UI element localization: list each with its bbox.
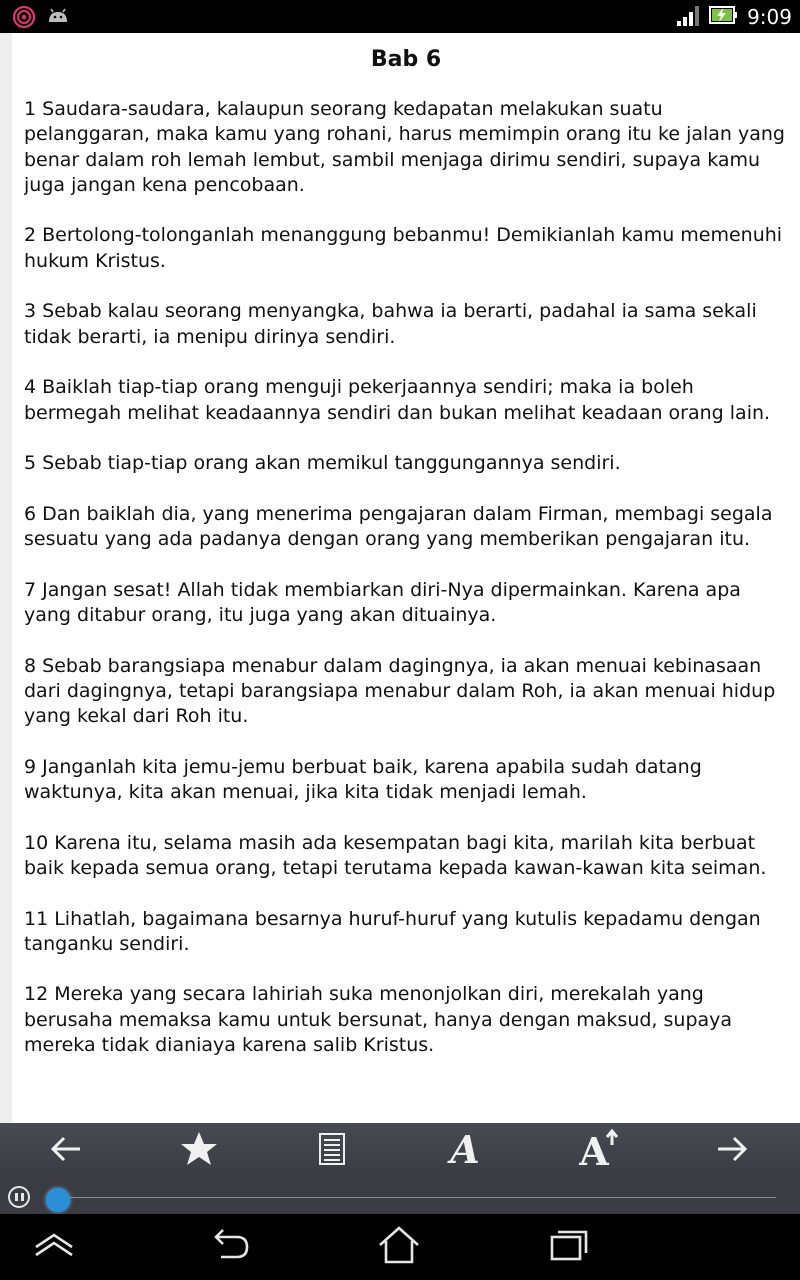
verse-11: 11 Lihatlah, bagaimana besarnya huruf-huruf yang kutulis kepadamu dengan tanganku sendiri. — [24, 907, 761, 955]
previous-chapter-button[interactable] — [44, 1129, 88, 1173]
verse-1: 1 Saudara-saudara, kalaupun seorang kedapatan melakukan suatu pelanggaran, maka kamu yang rohani, harus memimpin orang itu ke jalan yang benar dalam roh lemah lembut, sambil menjaga dirimu sendiri, supaya kamu juga jangan kena pencobaan. — [24, 98, 785, 196]
notification-ring-icon — [12, 5, 36, 33]
verse-12: 12 Mereka yang secara lahiriah suka menonjolkan diri, merekalah yang berusaha memaksa kamu untuk bersunat, hanya dengan maksud, supaya mereka tidak dianiaya karena salib Kristus. — [24, 983, 733, 1056]
menu-up-icon — [32, 1229, 76, 1265]
verse-5: 5 Sebab tiap-tiap orang akan memikul tanggungannya sendiri. — [24, 452, 621, 475]
verse-2: 2 Bertolong-tolonganlah menanggung bebanmu! Demikianlah kamu memenuhi hukum Kristus. — [24, 224, 783, 272]
status-bar — [0, 0, 800, 33]
chapter-title: Bab 6 — [370, 47, 442, 72]
svg-text:A: A — [450, 1129, 480, 1169]
verse-10: 10 Karena itu, selama masih ada kesempatan bagi kita, marilah kita berbuat baik kepada semua orang, tetapi terutama kepada kawan-kawan kita seiman. — [24, 831, 767, 879]
system-back-icon — [207, 1227, 251, 1267]
signal-icon — [675, 3, 701, 31]
seek-thumb[interactable] — [46, 1188, 70, 1212]
next-chapter-button[interactable] — [710, 1129, 754, 1173]
system-back-button[interactable] — [207, 1227, 251, 1267]
verse-4: 4 Baiklah tiap-tiap orang menguji pekerjaannya sendiri; maka ia boleh bermegah melihat keadaannya sendiri dan bukan melihat keadaan orang lain. — [24, 376, 771, 424]
android-icon — [46, 5, 70, 33]
system-nav-bar — [0, 1214, 800, 1280]
forward-arrow-icon — [714, 1134, 750, 1168]
menu-up-button[interactable] — [32, 1227, 76, 1267]
battery-charging-icon — [709, 4, 739, 30]
system-home-button[interactable] — [377, 1227, 421, 1267]
status-system — [675, 3, 792, 31]
status-time: 9:09 — [747, 5, 792, 29]
reader-content[interactable] — [0, 33, 800, 1123]
recent-apps-button[interactable] — [548, 1227, 592, 1267]
bookmark-button[interactable] — [177, 1129, 221, 1173]
pause-icon[interactable] — [8, 1186, 30, 1208]
font-size-up-icon — [576, 1129, 620, 1173]
page-edge — [0, 33, 12, 1123]
verse-list[interactable] — [24, 97, 792, 1057]
back-arrow-icon — [48, 1134, 84, 1168]
reader-toolbar — [0, 1123, 800, 1180]
font-style-icon — [445, 1129, 485, 1173]
chapter-list-icon — [318, 1133, 346, 1169]
recent-apps-icon — [548, 1227, 592, 1267]
system-home-icon — [377, 1225, 421, 1269]
verse-6: 6 Dan baiklah dia, yang menerima pengajaran dalam Firman, membagi segala sesuatu yang ada padanya dengan orang yang memberikan pengajaran itu. — [24, 502, 773, 551]
audio-player — [0, 1180, 800, 1214]
bookmark-star-icon — [180, 1131, 218, 1171]
status-notifications — [12, 5, 70, 33]
seek-track[interactable] — [48, 1197, 776, 1198]
verse-9: 9 Janganlah kita jemu-jemu berbuat baik, karena apabila sudah datang waktunya, kita akan menuai, jika kita tidak menjadi lemah. — [24, 755, 702, 804]
font-style-button[interactable] — [443, 1129, 487, 1173]
font-size-button[interactable] — [576, 1129, 620, 1173]
verse-7: 7 Jangan sesat! Allah tidak membiarkan diri-Nya dipermainkan. Karena apa yang ditabur orang, itu juga yang akan dituainya. — [24, 578, 741, 626]
verse-3: 3 Sebab kalau seorang menyangka, bahwa ia berarti, padahal ia sama sekali tidak berarti, ia menipu dirinya sendiri. — [24, 300, 757, 348]
svg-text:A: A — [579, 1129, 609, 1169]
verse-8: 8 Sebab barangsiapa menabur dalam dagingnya, ia akan menuai kebinasaan dari dagingnya, tetapi barangsiapa menabur dalam Roh, ia akan menuai hidup yang kekal dari Roh itu. — [24, 654, 776, 728]
chapter-list-button[interactable] — [310, 1129, 354, 1173]
